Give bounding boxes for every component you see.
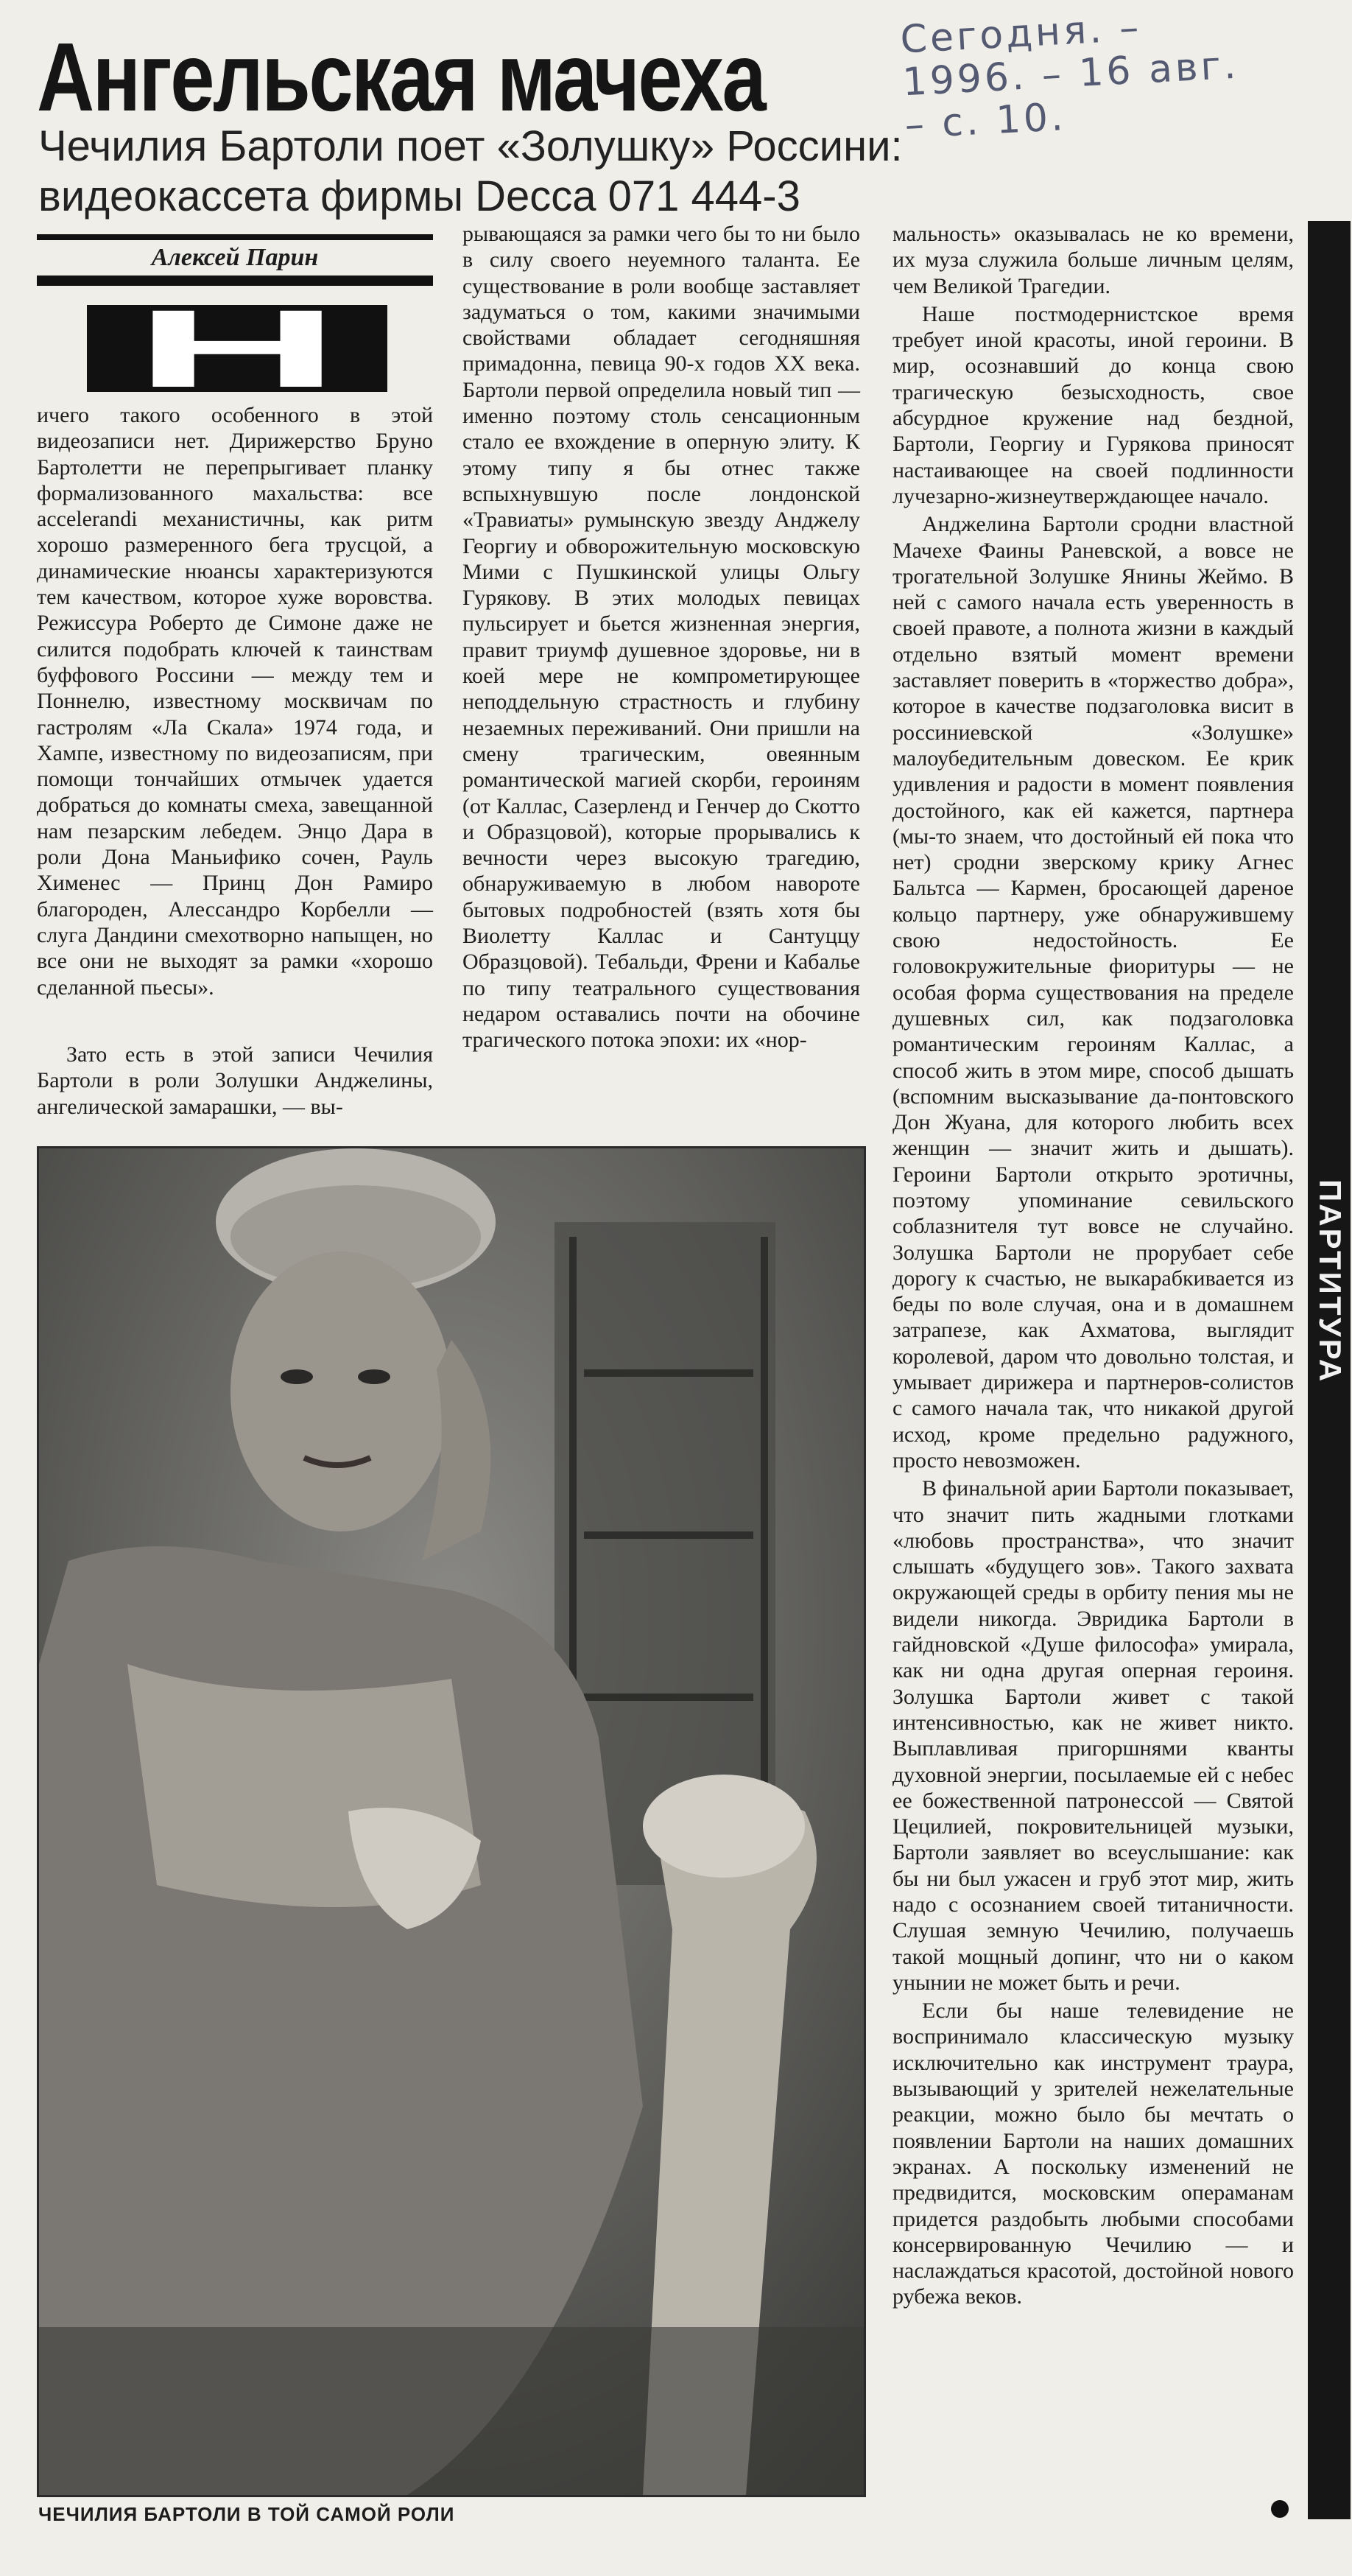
singer-photo	[37, 1146, 866, 2497]
author-byline: Алексей Парин	[151, 244, 319, 271]
article-column-2	[462, 221, 860, 1053]
subtitle: Чечилия Бартоли поет «Золушку» Россини: видеокассета фирмы Decca 071 444-3	[38, 122, 903, 220]
byline-bottom-rule	[37, 276, 433, 286]
paragraph: рывающаяся за рамки чего бы то ни было в силу своего неуемного таланта. Ее существование в роли вообще заставляет задуматься о том, какими значимыми свойствами обладает сегодняшняя примадонна, певица 90-х годов XX века. Бартоли первой определила новый тип — именно поэтому столь сенсационным стало ее вхождение в оперную элиту. К этому типу я бы отнес также вспыхнувшую после лондонской «Травиаты» румынскую звезду Анджелу Георгиу и обворожительную московскую Мими с Пушкинской улицы Ольгу Гурякову. В этих молодых певицах пульсирует и бьется жизненная энергия, правит триумф душевное здоровье, ни в коей мере не компрометирующее неподдельную страстность и глубину незаемных переживаний. Они пришли на смену трагическим, овеянным романтической магией скорби, героиням (от Каллас, Сазерленд и Генчер до Скотто и Образцовой), которые прорывались к вечности через высокую трагедию, обнаруживаемую в любом навороте бытовых подробностей (взять хотя бы Виолетту Каллас и Сантуццу Образцовой). Тебальди, Френи и Кабалье по типу театрального существования недаром оставались почти на обочине трагического потока эпохи: их «нор-	[462, 222, 860, 1053]
byline-top-rule	[37, 234, 433, 240]
drop-cap-letter: Н	[133, 305, 341, 392]
paragraph: Анджелина Бартоли сродни властной Мачехе Фаины Раневской, а вовсе не трогательной Золушке Янины Жеймо. В ней с самого начала есть уверенность в своей правоте, а полнота жизни в каждый отдельно взятый момент времени заставляет поверить в «торжество добра», которое в качестве подзаголовка висит в россиниевской «Золушке» малоубедительным довеском. Ее крик удивления и радости в момент появления достойного, как ей кажется, партнера (мы-то знаем, что достойный ей пока что нет) сродни зверскому крику Агнес Бальтса — Кармен, бросающей дареное кольцо партнеру, уже обнаружившему свою недостойность. Ее головокружительные фиоритуры — не особая форма существования на пределе душевных сил, как подзаголовка романтическим героиням Каллас, а способ жить в этом мире, способ дышать (вспомним высказывание да-понтовского Дон Жуана, для которого любить всех женщин — значит жить и дышать). Героини Бартоли открыто эротичны, поэтому упоминание севильского соблазнителя тут вовсе не случайно. Золушка Бартоли не прорубает себе дорогу к счастью, не выкарабкивается из беды по воле случая, она и в домашнем затрапезе, как Ахматова, выглядит королевой, даром что довольно толстая, и умывает дирижера и партнеров-солистов с самого начала так, что никакой другой исход, кроме предельно радужного, просто невозможен.	[892, 512, 1294, 1473]
headline: Ангельская мачеха	[37, 23, 765, 131]
photo-caption: ЧЕЧИЛИЯ БАРТОЛИ В ТОЙ САМОЙ РОЛИ	[38, 2503, 455, 2525]
article-column-3	[892, 221, 1294, 2310]
paragraph: Наше постмодернистское время требует иной красоты, иной героини. В мир, осознавший до конца свою трагическую безысходность, свое абсурдное кружение над бездной, Бартоли, Георгиу и Гурякова приносят настаивающее на своей подлинности лучезарно-жизнеутверждающее начало.	[892, 301, 1294, 508]
paragraph: Зато есть в этой записи Чечилия Бартоли в роли Золушки Анджелины, ангелической замарашки, — вы-	[37, 1042, 433, 1119]
paragraph: В финальной арии Бартоли показывает, что значит пить жадными глотками «любовь пространства», что значит слышать «будущего зов». Такого захвата окружающей среды в орбиту пения мы не видели никогда. Эвридика Бартоли в гайдновской «Душе философа» умирала, как ни одна другая оперная героиня. Золушка Бартоли живет с такой интенсивностью, как не живет никто. Выплавливая пригоршнями кванты духовной энергии, посылаемые ей с небес ее божественной патронессой — Святой Цецилией, покровительницей музыки, Бартоли заявляет во всеуслышание: как бы ни был ужасен и груб этот мир, жить надо с осознанием своей титаничности. Слушая земную Чечилию, получаешь такой мощный допинг, что ни о каком унынии не может быть и речи.	[892, 1476, 1294, 1995]
article-column-1-end	[37, 1042, 433, 1120]
paragraph: мальность» оказывалась не ко времени, их муза служила больше личным целям, чем Великой Трагедии.	[892, 222, 1294, 298]
article-column-1	[37, 402, 433, 1000]
rubric-label: ПАРТИТУРА	[1313, 1179, 1348, 1384]
handwritten-source-note: Сегодня. – 1996. – 16 авг. – с. 10.	[899, 5, 1240, 148]
drop-cap	[87, 305, 387, 392]
paragraph: Если бы наше телевидение не воспринимало классическую музыку исключительно как инструмент траура, вызывающий у зрителей нежелательные реакции, можно было бы мечтать о появлении Бартоли на наших домашних экранах. А поскольку изменений не предвидится, московским операманам придется раздобыть любыми способами консервированную Чечилию — и наслаждаться красотой, достойной нового рубежа веков.	[892, 1998, 1294, 2309]
photo-illustration	[39, 1148, 864, 2495]
end-of-article-mark	[1271, 2500, 1289, 2518]
paragraph: ичего такого особенного в этой видеозаписи нет. Дирижерство Бруно Бартолетти не перепрыгивает планку формализованного махальства: все accelerandi механистичны, как ритм хорошо размеренного бега трусцой, а динамические нюансы характеризуются тем качеством, которое хуже воровства. Режиссура Роберто де Симоне даже не силится подобрать ключей к таинствам буффового Россини — между тем и Поннелю, известному москвичам по гастролям «Ла Скала» 1974 года, и Хампе, известному по видеозаписям, при помощи тончайших отмычек удается добраться до комнаты смеха, завещанной нам пезарским лебедем. Энцо Дара в роли Дона Маньифико сочен, Рауль Хименес — Принц Дон Рамиро благороден, Алессандро Корбелли — слуга Дандини смехотворно напыщен, но все они не выходят за рамки «хорошо сделанной пьесы».	[37, 403, 433, 1000]
